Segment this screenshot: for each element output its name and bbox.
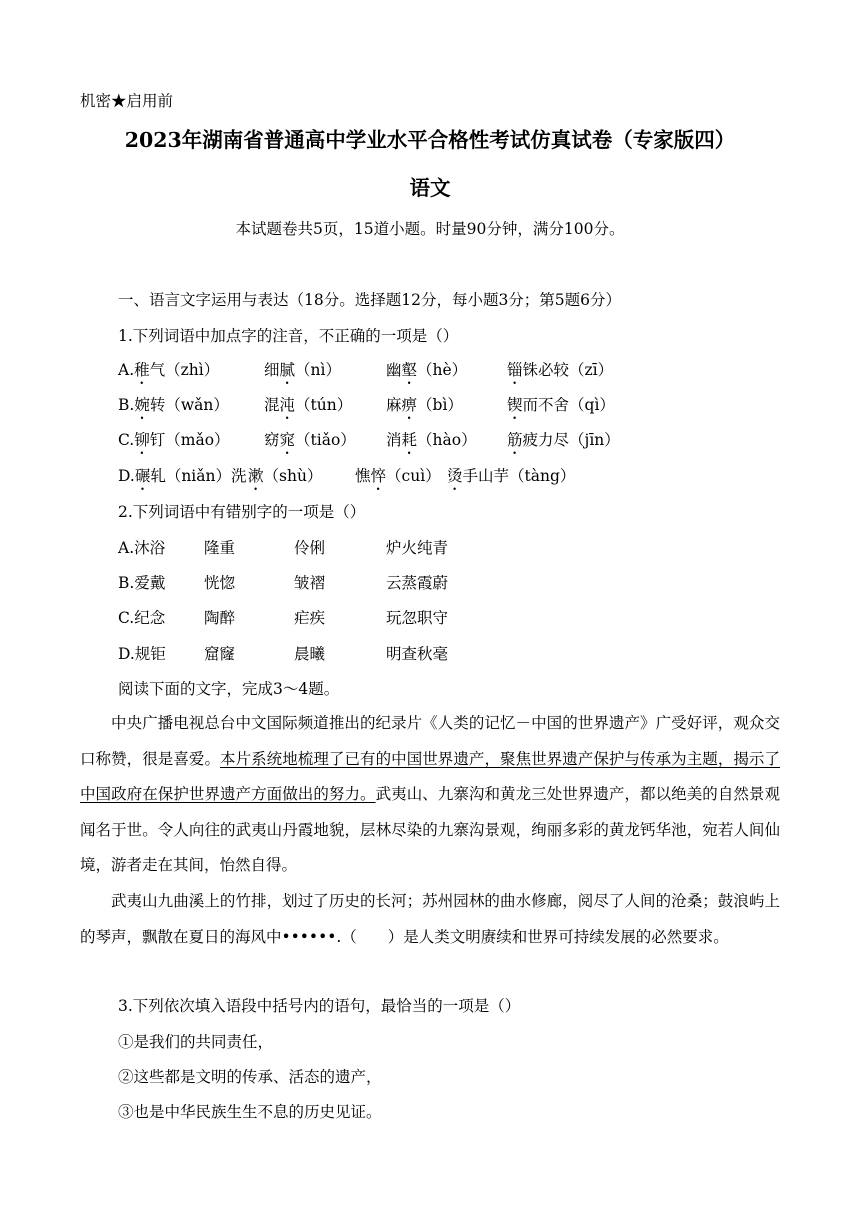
subject-title: 语文 (409, 176, 451, 200)
q2-a-word1: A.沐浴 (118, 539, 166, 557)
q1-c-item4: 筋疲力尽（jīn） (507, 431, 620, 449)
q2-a-word2: 隆重 (204, 539, 236, 557)
exam-note: 本试题卷共5页，15道小题。时量90分钟，满分100分。 (235, 220, 625, 238)
q1-c-item3: 消耗（hào） (386, 431, 477, 449)
q2-b-word4: 云蒸霞蔚 (386, 574, 449, 592)
q1-option-a (0, 360, 860, 382)
q3-line-3: ③也是中华民族生生不息的历史见证。 (118, 1103, 382, 1121)
p1-underlined-sentence: 本片系统地梳理了已有的中国世界遗产，聚焦世界遗产保护与传承为主题，揭示了中国政府在保护世界遗产方面做出的努力。 (80, 749, 780, 803)
q1-d-item1: D.碾轧（niǎn）洗 (118, 467, 247, 485)
q1-d-item4: 烫手山芋（tàng） (447, 467, 576, 485)
q1-b-item2: 混沌（tún） (264, 396, 353, 414)
q2-b-word1: B.爱戴 (118, 574, 166, 592)
reading-instruction: 阅读下面的文字，完成3～4题。 (118, 680, 340, 698)
confidential-label: 机密★启用前 (80, 92, 174, 110)
q2-b-word3: 皱褶 (294, 574, 326, 592)
q1-a-item2: 细腻（nì） (264, 361, 341, 379)
q2-option-d (0, 644, 860, 666)
q1-d-item3: 憔悴（cuì） (355, 467, 441, 485)
q2-d-word3: 晨曦 (294, 645, 326, 663)
q2-a-word3: 伶俐 (294, 539, 326, 557)
q2-d-word2: 窟窿 (204, 645, 236, 663)
q3-line-2: ②这些都是文明的传承、活态的遗产， (118, 1068, 382, 1086)
reading-paragraph-2: 武夷山九曲溪上的竹排，划过了历史的长河；苏州园林的曲水修廊，阅尽了人间的沧桑；鼓浪屿上的琴声，飘散在夏日的海风中••••••.（ ）是人类文明赓续和世界可持续发展的必然要求。 (80, 892, 780, 946)
q2-c-word1: C.纪念 (118, 609, 166, 627)
q2-a-word4: 炉火纯青 (386, 539, 449, 557)
question-3-stem: 3.下列依次填入语段中括号内的语句，最恰当的一项是（） (118, 997, 521, 1015)
q1-b-item3: 麻痹（bì） (386, 396, 463, 414)
p1-text-a: 中央广播电视总台中文国际频道推出的纪录片《人类的记忆－中国的世界遗产》广受好评，观众交口称赞，很是喜爱。 (80, 714, 780, 768)
q1-a-item3: 幽壑（hè） (386, 361, 468, 379)
q2-c-word3: 疟疾 (294, 609, 326, 627)
reading-paragraph-1 (80, 706, 780, 884)
q1-option-d (0, 466, 860, 488)
q2-d-word4: 明查秋毫 (386, 645, 449, 663)
q1-d-item2: 漱（shù） (248, 467, 323, 485)
p1-text-b: 武夷山、九寨沟和黄龙三处世界遗产，都以绝美的自然景观闻名于世。令人向往的武夷山丹霞地貌，层林尽染的九寨沟景观，绚丽多彩的黄龙钙华池，宛若人间仙境，游者走在其间，怡然自得。 (80, 785, 780, 874)
exam-title: 2023年湖南省普通高中学业水平合格性考试仿真试卷（专家版四） (124, 128, 736, 152)
q1-option-c (0, 430, 860, 452)
q1-b-item4: 锲而不舍（qì） (507, 396, 615, 414)
q1-b-item1: B.婉转（wǎn） (118, 396, 229, 414)
q2-option-a (0, 538, 860, 560)
q3-line-1: ①是我们的共同责任， (118, 1033, 274, 1051)
section-heading: 一、语言文字运用与表达（18分。选择题12分，每小题3分；第5题6分） (118, 291, 622, 309)
question-1-stem: 1.下列词语中加点字的注音，不正确的一项是（） (118, 327, 459, 345)
q1-a-item1: A.稚气（zhì） (118, 361, 220, 379)
q2-d-word1: D.规钜 (118, 645, 166, 663)
q1-c-item2: 窈窕（tiǎo） (264, 431, 356, 449)
q2-option-b (0, 573, 860, 595)
q2-c-word2: 陶醉 (204, 609, 236, 627)
q2-b-word2: 恍惚 (204, 574, 236, 592)
q1-option-b (0, 395, 860, 417)
q1-c-item1: C.铆钉（mǎo） (118, 431, 230, 449)
q2-option-c (0, 608, 860, 630)
q2-c-word4: 玩忽职守 (386, 609, 449, 627)
question-2-stem: 2.下列词语中有错别字的一项是（） (118, 503, 366, 521)
q1-a-item4: 锱铢必较（zī） (507, 361, 614, 379)
